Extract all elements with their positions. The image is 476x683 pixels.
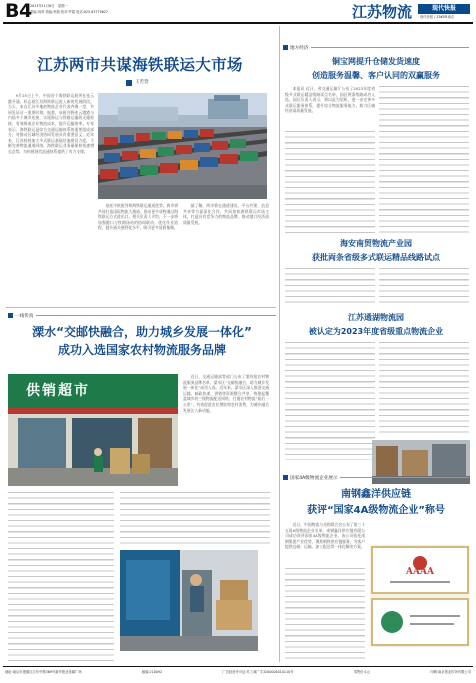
4a-certificate — [370, 545, 470, 647]
store-sign-text: 供销超市 — [26, 383, 90, 399]
article2-headline-2: 获批両条省级多式联运精品线路试点 — [312, 253, 440, 262]
section-label: 一线传真 — [15, 313, 34, 319]
story3-body-text: 近日，中国物流与采购联合会公布了第三十五批A级物流企业名单，南钢鑫洋供应链有限公司成功获评国家4A级物流企业。该公司依托南钢集团产业优势，聚焦钢铁供应链服务，为客户提供仓储、运输、加工配送等一体化解决方案。 — [285, 522, 365, 550]
lead-body-text: 依托中欧班列和海铁联运通道优势，两市将共同打造国际物流大通道，推动更多货物通过海铁联运方式进出口。相关负责人介绍，下一步将加强港口与铁路场站的协同联动，优化作业流程，提升通关便利化水平，吸引更多货源集聚。 — [98, 203, 178, 231]
footer-address: 地址:南京市建邺区江东中路369号新华报业传媒广场 — [5, 670, 82, 674]
story2-body-lines — [8, 492, 114, 662]
courier-image — [120, 550, 258, 651]
header-rule — [3, 22, 473, 24]
story3-headline-2: 获评“国家4A级物流企业”称号 — [307, 505, 445, 516]
section-divider — [6, 307, 276, 308]
story2-body-text: 近日，交通运输部等部门公布了第四批农村物流服务品牌名单，溧水区“交邮快融合，助力城乡发展一体化”成功入选。近年来，溧水区深入推进交通运输、邮政快递、供销等资源整合共享，构建起覆盖城乡的三级物流配送网络，打通农村物流“最后一公里”，有效促进农民增收和农村消费，为城乡融合发展注入新动能。 — [183, 374, 269, 413]
section-label: 国家4A级物流企业展示 — [290, 475, 338, 481]
page-number: B4 — [5, 0, 32, 22]
story2-headline-2: 成功入选国家农村物流服务品牌 — [57, 343, 226, 357]
article3-body-lines-2 — [379, 342, 469, 436]
lead-byline: 王若萱 — [135, 80, 149, 85]
issue-date: 2023年11月6日 星期一 — [30, 4, 68, 8]
certificate-image — [370, 545, 470, 647]
article3-headline-1: 江苏通湖物流园 — [348, 313, 404, 322]
lead-body-col1 — [8, 93, 94, 301]
article3-body-lines — [285, 342, 375, 460]
section-label: 地方经济 — [290, 45, 309, 51]
author-icon — [126, 80, 132, 86]
footer-license: 广告经营许可证:苏工商广字3200004010110号 — [222, 670, 294, 674]
footer-price: 零售价:1元 — [353, 670, 371, 674]
section-marker-icon — [8, 313, 13, 318]
lead-body-col2 — [98, 203, 178, 301]
section-head-4a — [283, 474, 469, 481]
article1-body-text: 本报讯 近日，省交通运输厅公布了2023年度省级多式联运精品线路试点名单，园区两条线路成功入选。园区负责人表示，将以此为契机，进一步完善多式联运服务体系，提升综合物流服务能力，助力区域经济高质量发展。 — [285, 86, 375, 114]
article1-body — [285, 86, 375, 130]
story3-headline-1: 南钢鑫洋供应链 — [341, 489, 411, 500]
rail-yard-photo — [98, 93, 267, 199]
masthead-logo: 现代快报 — [418, 4, 470, 14]
section-head-local-economy — [283, 44, 469, 51]
article3-headline-2: 被认定为2023年度省级重点物流企业 — [308, 327, 444, 336]
article2-body-lines-2 — [379, 268, 469, 304]
article1-headline-1: 铜宝网提升仓储发货速度 — [332, 57, 420, 66]
lead-body-col3 — [183, 203, 269, 301]
footer-printer: 印刷:南京报业印务有限公司 — [430, 670, 471, 674]
story3-body — [285, 522, 365, 566]
article2-headline-1: 海安南贸物流产业园 — [340, 239, 412, 248]
page-footer — [5, 669, 471, 674]
story2-headline-1: 溧水“交邮快融合，助力城乡发展一体化” — [32, 325, 252, 339]
lead-headline: 江苏两市共谋海铁联运大市场 — [37, 56, 243, 74]
column-divider — [279, 26, 280, 662]
story2-body-lines-2 — [120, 492, 270, 546]
article1-body-lines — [285, 131, 375, 233]
article1-body-lines-2 — [379, 86, 469, 233]
container-train-image — [98, 93, 267, 199]
editor-credits: 责编:刘萍 美编:李娟 校对:罗超 电话:025-83770627 — [30, 10, 109, 14]
supply-store-photo — [8, 374, 178, 486]
edition-line: 现代快报 / ZAKER南京 — [420, 15, 455, 19]
page-header — [0, 0, 476, 24]
courier-photo — [120, 550, 258, 651]
section-marker-icon — [283, 45, 288, 50]
section-head-frontline — [8, 312, 276, 319]
article2-body-lines — [285, 268, 375, 304]
story2-body-col — [183, 374, 269, 486]
footer-postcode: 邮编:210092 — [141, 670, 163, 674]
lead-body-text: 据了解，两市将在通道建设、平台共建、信息共享等方面深化合作，共同培育海铁联运市场主体，打造具有竞争力的物流品牌，推动港口经济高质量发展。 — [183, 203, 269, 225]
cert-aaaa-text: AAAA — [406, 567, 434, 577]
lead-body-text: 9月25日上午，中国首个海铁联运班列在连云港开通，标志着江苏海铁联运进入新的发展阶段。当天，来自江苏多地的物流企业代表齐聚一堂，共同见证这一重要时刻。据悉，该班列将连云港港与内陆多个城市连接，实现海运与铁路运输的无缝衔接，有效降低企业物流成本，提升运输效率。专家表示，海铁联运是综合交通运输体系的重要组成部分，对推动区域经济协同发展具有重要意义。近年来，江苏持续加大多式联运基础设施建设力度，不断完善物流通道网络，海铁联运业务量保持快速增长态势，为构建现代流通体系提供了有力支撑。 — [8, 93, 94, 154]
article1-headline-2: 创造服务温馨、客户认同的双赢服务 — [312, 71, 440, 80]
footer-rule — [3, 666, 473, 667]
story3-body-lines — [285, 568, 365, 662]
section-marker-icon — [283, 475, 288, 480]
section-name: 江苏物流 — [352, 3, 413, 21]
